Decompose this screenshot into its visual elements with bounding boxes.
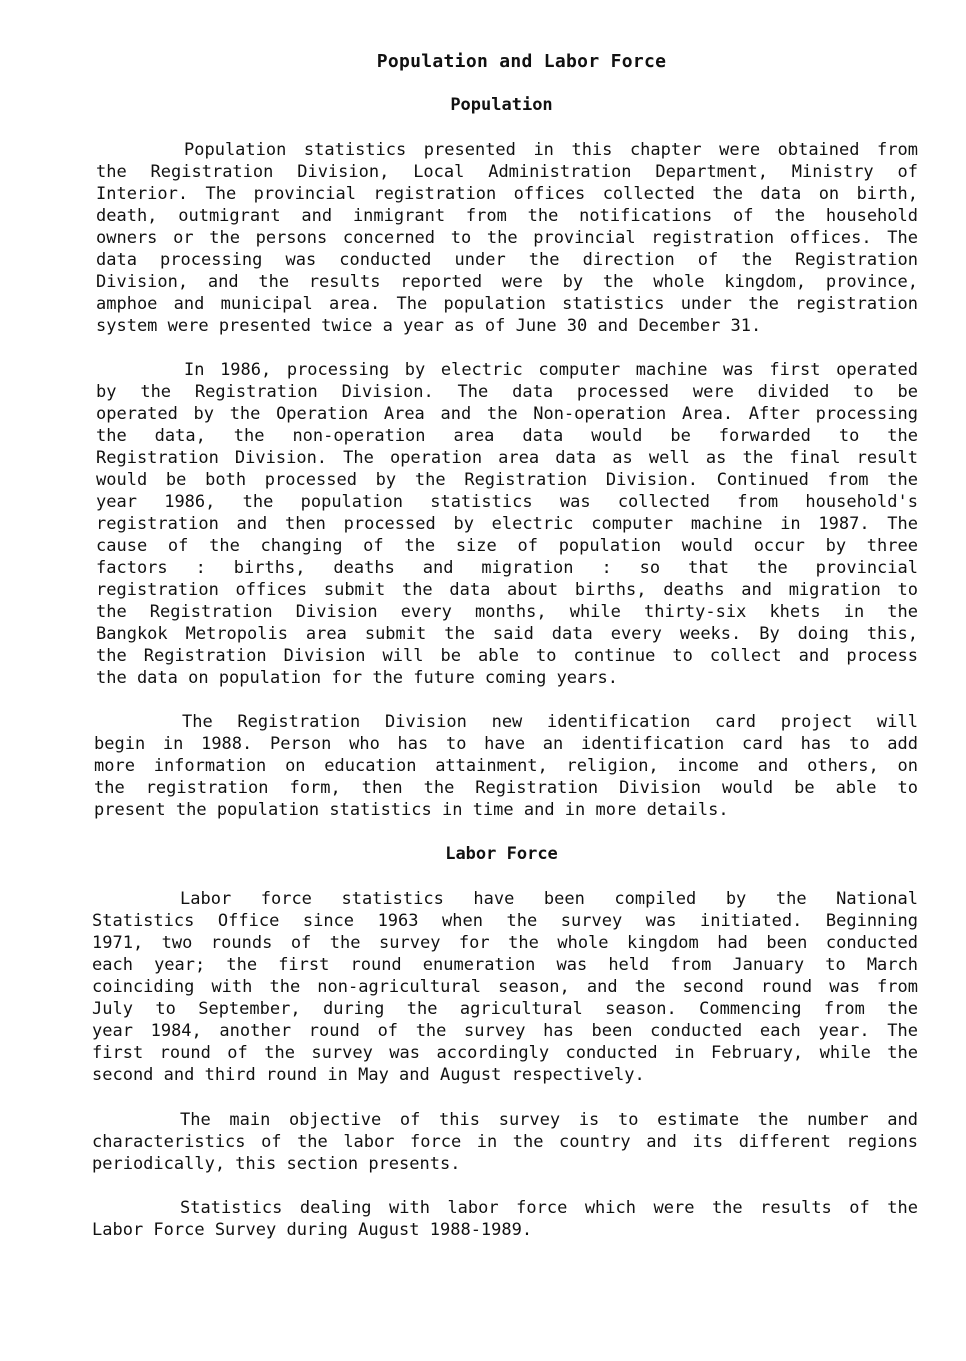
paragraph-line: Statistics Office since 1963 when the survey was initiated. Beginning — [92, 911, 918, 931]
document-title: Population and Labor Force — [376, 51, 667, 72]
paragraph-line: Interior. The provincial registration offices collected the data on birth, — [96, 184, 918, 204]
paragraph-line: the Registration Division will be able to continue to collect and process — [96, 646, 918, 666]
paragraph-line: coinciding with the non-agricultural season, and the second round was from — [92, 977, 918, 997]
paragraph-line: Division, and the results reported were by the whole kingdom, province, — [96, 272, 918, 292]
paragraph-line: would be both processed by the Registration Division. Continued from the — [96, 470, 918, 490]
paragraph-labor-1 — [92, 888, 918, 1086]
paragraph-line: Labor Force Survey during August 1988-1989. — [92, 1220, 533, 1240]
paragraph-line: year 1984, another round of the survey has been conducted each year. The — [92, 1021, 918, 1041]
paragraph-labor-3 — [92, 1197, 918, 1241]
paragraph-line: characteristics of the labor force in the country and its different regions — [92, 1132, 918, 1152]
paragraph-line: owners or the persons concerned to the provincial registration offices. The — [96, 228, 918, 248]
paragraph-line: second and third round in May and August respectively. — [92, 1065, 645, 1085]
section-heading-population: Population — [450, 95, 553, 115]
section-heading-labor-force: Labor Force — [445, 844, 558, 864]
paragraph-line: the Registration Division every months, while thirty-six khets in the — [96, 602, 918, 622]
paragraph-line: amphoe and municipal area. The population statistics under the registration — [96, 294, 918, 314]
paragraph-line: by the Registration Division. The data processed were divided to be — [96, 382, 918, 402]
paragraph-line: July to September, during the agricultural season. Commencing from the — [92, 999, 918, 1019]
paragraph-line: cause of the changing of the size of population would occur by three — [96, 536, 918, 556]
paragraph-line: Labor force statistics have been compiled by the National — [180, 889, 918, 909]
paragraph-line: Statistics dealing with labor force which were the results of the — [180, 1198, 918, 1218]
paragraph-line: more information on education attainment, religion, income and others, on — [94, 756, 918, 776]
paragraph-line: registration offices submit the data about births, deaths and migration to — [96, 580, 918, 600]
paragraph-line: the registration form, then the Registration Division would be able to — [94, 778, 918, 798]
paragraph-line: In 1986, processing by electric computer machine was first operated — [184, 360, 918, 380]
paragraph-line: The Registration Division new identification card project will — [182, 712, 918, 732]
paragraph-labor-2 — [92, 1109, 918, 1175]
paragraph-line: begin in 1988. Person who has to have an identification card has to add — [94, 734, 918, 754]
paragraph-line: 1971, two rounds of the survey for the whole kingdom had been conducted — [92, 933, 918, 953]
paragraph-line: first round of the survey was accordingly conducted in February, while the — [92, 1043, 918, 1063]
paragraph-line: Registration Division. The operation area data as well as the final result — [96, 448, 918, 468]
paragraph-population-1 — [96, 139, 918, 337]
paragraph-line: present the population statistics in time and in more details. — [94, 800, 729, 820]
paragraph-line: year 1986, the population statistics was collected from household's — [96, 492, 918, 512]
paragraph-line: data processing was conducted under the direction of the Registration — [96, 250, 918, 270]
paragraph-population-2 — [96, 359, 918, 689]
paragraph-line: the Registration Division, Local Administration Department, Ministry of — [96, 162, 918, 182]
paragraph-line: each year; the first round enumeration was held from January to March — [92, 955, 918, 975]
paragraph-line: Population statistics presented in this chapter were obtained from — [184, 140, 918, 160]
paragraph-line: Bangkok Metropolis area submit the said data every weeks. By doing this, — [96, 624, 918, 644]
paragraph-line: periodically, this section presents. — [92, 1154, 461, 1174]
paragraph-line: registration and then processed by electric computer machine in 1987. The — [96, 514, 918, 534]
paragraph-population-3 — [94, 711, 918, 821]
paragraph-line: system were presented twice a year as of June 30 and December 31. — [96, 316, 762, 336]
paragraph-line: operated by the Operation Area and the Non-operation Area. After processing — [96, 404, 918, 424]
paragraph-line: The main objective of this survey is to estimate the number and — [180, 1110, 918, 1130]
paragraph-line: the data, the non-operation area data would be forwarded to the — [96, 426, 918, 446]
paragraph-line: factors : births, deaths and migration : so that the provincial — [96, 558, 918, 578]
paragraph-line: the data on population for the future coming years. — [96, 668, 618, 688]
paragraph-line: death, outmigrant and inmigrant from the notifications of the household — [96, 206, 918, 226]
